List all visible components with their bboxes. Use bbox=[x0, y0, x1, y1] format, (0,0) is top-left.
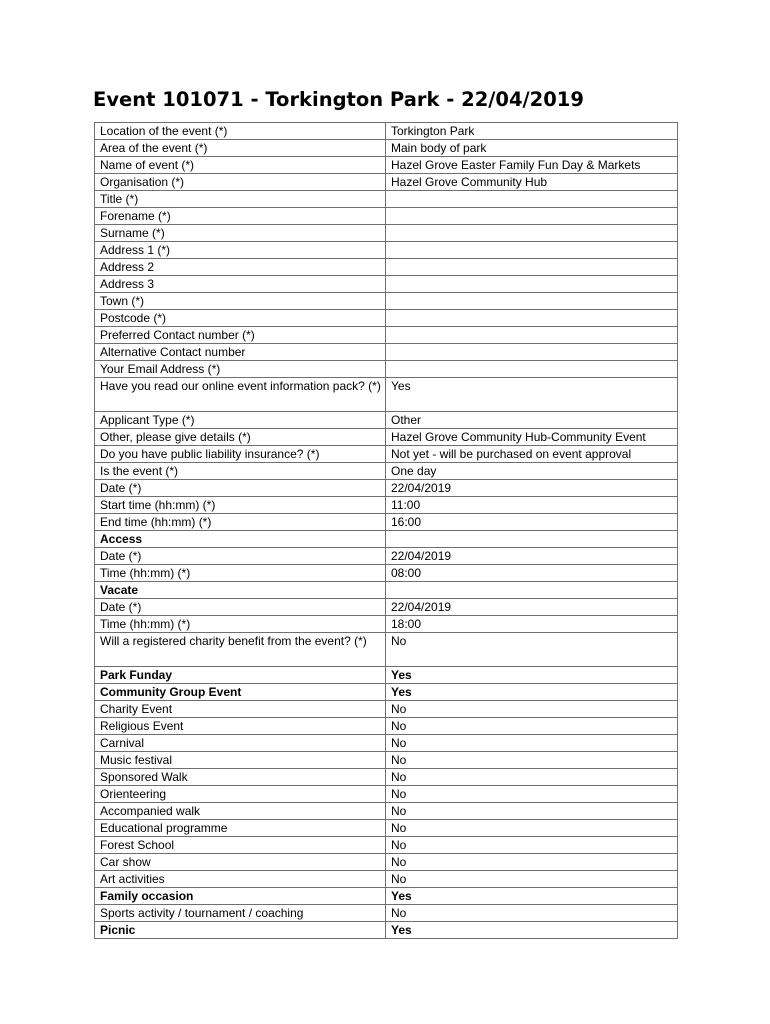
field-value bbox=[386, 208, 678, 225]
table-row bbox=[95, 701, 678, 718]
table-row bbox=[95, 667, 678, 684]
field-value: Hazel Grove Community Hub bbox=[386, 174, 678, 191]
table-row bbox=[95, 718, 678, 735]
field-value: Other bbox=[386, 412, 678, 429]
field-value: No bbox=[386, 820, 678, 837]
field-value: Yes bbox=[386, 888, 678, 905]
field-label: Applicant Type (*) bbox=[95, 412, 386, 429]
table-row bbox=[95, 633, 678, 667]
table-row bbox=[95, 531, 678, 548]
table-row bbox=[95, 922, 678, 939]
table-row bbox=[95, 854, 678, 871]
field-label: Area of the event (*) bbox=[95, 140, 386, 157]
field-value: Torkington Park bbox=[386, 123, 678, 140]
field-label: Vacate bbox=[95, 582, 386, 599]
field-label: Accompanied walk bbox=[95, 803, 386, 820]
field-value: 11:00 bbox=[386, 497, 678, 514]
table-row bbox=[95, 208, 678, 225]
table-row bbox=[95, 565, 678, 582]
table-row bbox=[95, 735, 678, 752]
field-value bbox=[386, 310, 678, 327]
field-label: Carnival bbox=[95, 735, 386, 752]
field-label: Postcode (*) bbox=[95, 310, 386, 327]
field-label: Sponsored Walk bbox=[95, 769, 386, 786]
field-value bbox=[386, 361, 678, 378]
field-label: Community Group Event bbox=[95, 684, 386, 701]
field-label: Name of event (*) bbox=[95, 157, 386, 174]
field-label: Do you have public liability insurance? (*) bbox=[95, 446, 386, 463]
table-row bbox=[95, 497, 678, 514]
table-row bbox=[95, 803, 678, 820]
field-value: No bbox=[386, 854, 678, 871]
field-value bbox=[386, 582, 678, 599]
table-row bbox=[95, 837, 678, 854]
field-value bbox=[386, 259, 678, 276]
field-value: 08:00 bbox=[386, 565, 678, 582]
field-value: No bbox=[386, 633, 678, 667]
field-label: Surname (*) bbox=[95, 225, 386, 242]
field-label: Family occasion bbox=[95, 888, 386, 905]
field-label: Sports activity / tournament / coaching bbox=[95, 905, 386, 922]
field-value: 22/04/2019 bbox=[386, 548, 678, 565]
field-label: Car show bbox=[95, 854, 386, 871]
field-label: Organisation (*) bbox=[95, 174, 386, 191]
table-row bbox=[95, 429, 678, 446]
table-row bbox=[95, 769, 678, 786]
field-value: One day bbox=[386, 463, 678, 480]
field-label: Location of the event (*) bbox=[95, 123, 386, 140]
field-value: Yes bbox=[386, 667, 678, 684]
table-row bbox=[95, 548, 678, 565]
table-row bbox=[95, 446, 678, 463]
field-label: Start time (hh:mm) (*) bbox=[95, 497, 386, 514]
table-row bbox=[95, 480, 678, 497]
field-label: Town (*) bbox=[95, 293, 386, 310]
field-value: No bbox=[386, 871, 678, 888]
field-value: Yes bbox=[386, 684, 678, 701]
field-value bbox=[386, 225, 678, 242]
field-label: Time (hh:mm) (*) bbox=[95, 616, 386, 633]
field-label: Your Email Address (*) bbox=[95, 361, 386, 378]
field-label: Preferred Contact number (*) bbox=[95, 327, 386, 344]
field-label: Other, please give details (*) bbox=[95, 429, 386, 446]
field-value: Yes bbox=[386, 922, 678, 939]
field-value: No bbox=[386, 752, 678, 769]
table-row bbox=[95, 871, 678, 888]
field-label: Have you read our online event information pack? (*) bbox=[95, 378, 386, 412]
table-row bbox=[95, 752, 678, 769]
table-row bbox=[95, 157, 678, 174]
field-label: Address 3 bbox=[95, 276, 386, 293]
field-label: Orienteering bbox=[95, 786, 386, 803]
field-label: Access bbox=[95, 531, 386, 548]
field-value bbox=[386, 344, 678, 361]
field-label: Will a registered charity benefit from the event? (*) bbox=[95, 633, 386, 667]
table-row bbox=[95, 905, 678, 922]
table-row bbox=[95, 344, 678, 361]
field-label: Religious Event bbox=[95, 718, 386, 735]
field-value: 22/04/2019 bbox=[386, 599, 678, 616]
field-value bbox=[386, 242, 678, 259]
field-value: Yes bbox=[386, 378, 678, 412]
field-value: 22/04/2019 bbox=[386, 480, 678, 497]
table-row bbox=[95, 888, 678, 905]
field-label: Alternative Contact number bbox=[95, 344, 386, 361]
event-details-table bbox=[94, 122, 678, 939]
table-row bbox=[95, 140, 678, 157]
table-row bbox=[95, 582, 678, 599]
field-value: Hazel Grove Easter Family Fun Day & Markets bbox=[386, 157, 678, 174]
field-value: No bbox=[386, 769, 678, 786]
field-label: End time (hh:mm) (*) bbox=[95, 514, 386, 531]
table-row bbox=[95, 599, 678, 616]
field-label: Title (*) bbox=[95, 191, 386, 208]
table-row bbox=[95, 412, 678, 429]
event-details-rows bbox=[95, 123, 678, 939]
field-label: Charity Event bbox=[95, 701, 386, 718]
field-value bbox=[386, 276, 678, 293]
page-title: Event 101071 - Torkington Park - 22/04/2019 bbox=[93, 88, 584, 111]
field-label: Address 1 (*) bbox=[95, 242, 386, 259]
field-label: Date (*) bbox=[95, 480, 386, 497]
field-label: Date (*) bbox=[95, 548, 386, 565]
table-row bbox=[95, 276, 678, 293]
table-row bbox=[95, 191, 678, 208]
table-row bbox=[95, 327, 678, 344]
table-row bbox=[95, 616, 678, 633]
table-row bbox=[95, 684, 678, 701]
table-row bbox=[95, 310, 678, 327]
table-row bbox=[95, 259, 678, 276]
field-value: No bbox=[386, 786, 678, 803]
field-label: Picnic bbox=[95, 922, 386, 939]
field-value bbox=[386, 327, 678, 344]
table-row bbox=[95, 225, 678, 242]
table-row bbox=[95, 378, 678, 412]
field-value: Not yet - will be purchased on event approval bbox=[386, 446, 678, 463]
table-row bbox=[95, 463, 678, 480]
field-value: Main body of park bbox=[386, 140, 678, 157]
field-label: Forename (*) bbox=[95, 208, 386, 225]
field-label: Music festival bbox=[95, 752, 386, 769]
field-value: No bbox=[386, 718, 678, 735]
table-row bbox=[95, 174, 678, 191]
field-label: Educational programme bbox=[95, 820, 386, 837]
field-value bbox=[386, 293, 678, 310]
table-row bbox=[95, 361, 678, 378]
field-value: No bbox=[386, 837, 678, 854]
field-label: Park Funday bbox=[95, 667, 386, 684]
field-value: 18:00 bbox=[386, 616, 678, 633]
table-row bbox=[95, 242, 678, 259]
field-label: Date (*) bbox=[95, 599, 386, 616]
field-value: No bbox=[386, 905, 678, 922]
field-value: No bbox=[386, 735, 678, 752]
field-label: Forest School bbox=[95, 837, 386, 854]
field-value: 16:00 bbox=[386, 514, 678, 531]
field-value bbox=[386, 191, 678, 208]
field-label: Art activities bbox=[95, 871, 386, 888]
field-value: Hazel Grove Community Hub-Community Event bbox=[386, 429, 678, 446]
table-row bbox=[95, 514, 678, 531]
table-row bbox=[95, 786, 678, 803]
table-row bbox=[95, 293, 678, 310]
table-row bbox=[95, 123, 678, 140]
table-row bbox=[95, 820, 678, 837]
field-value: No bbox=[386, 803, 678, 820]
field-value bbox=[386, 531, 678, 548]
field-label: Address 2 bbox=[95, 259, 386, 276]
field-label: Time (hh:mm) (*) bbox=[95, 565, 386, 582]
field-value: No bbox=[386, 701, 678, 718]
field-label: Is the event (*) bbox=[95, 463, 386, 480]
